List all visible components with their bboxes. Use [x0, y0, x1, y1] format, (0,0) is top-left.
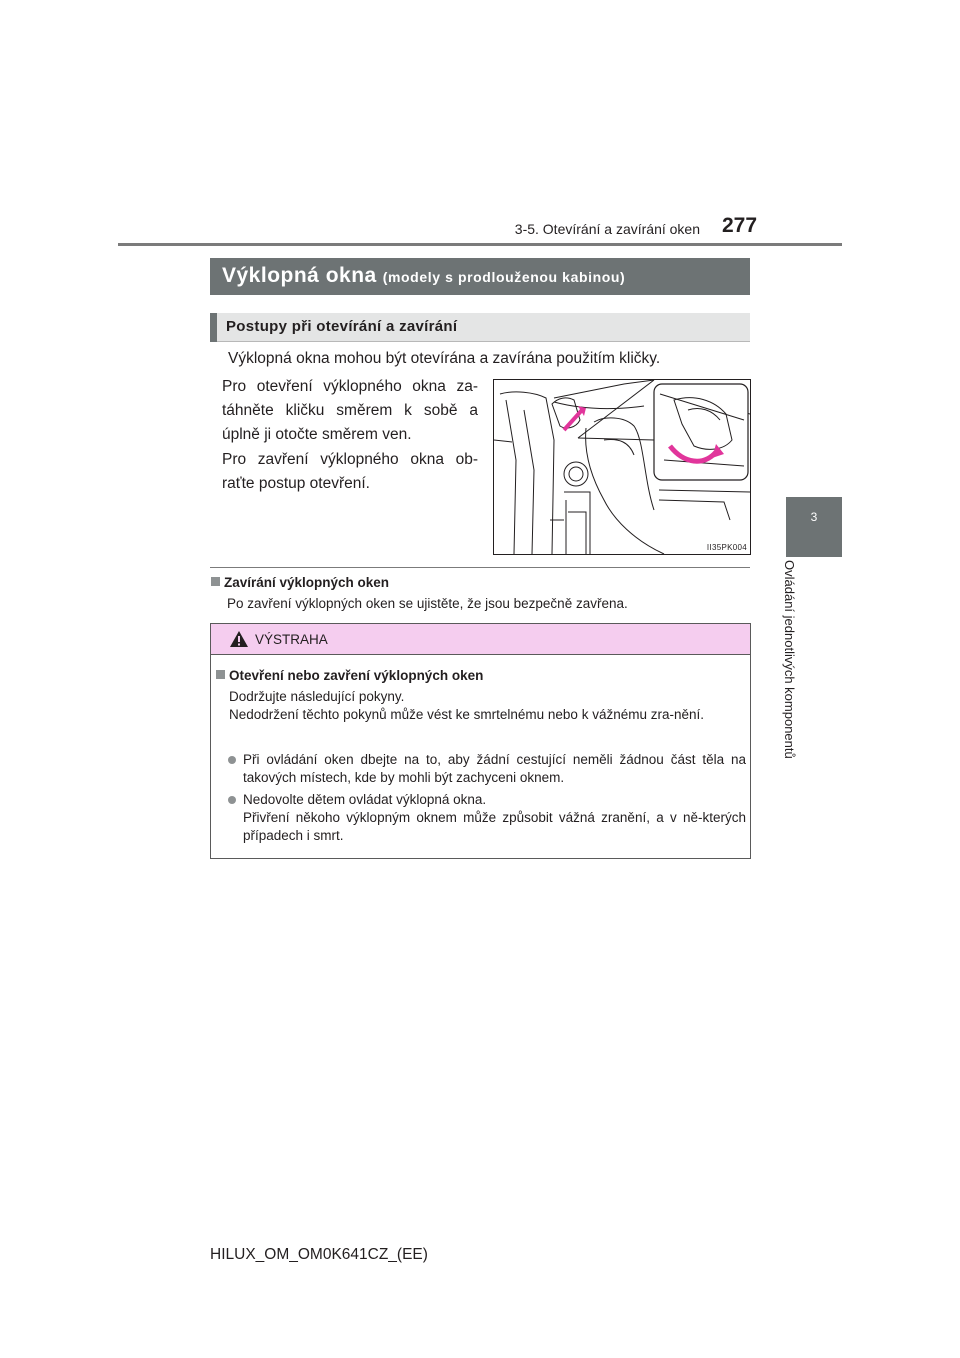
warning-bullet: Při ovládání oken dbejte na to, aby žádní cestující neměli žádnou část těla na takových místech, kde by mohli být zachyceni oknem.	[243, 752, 746, 785]
page-number: 277	[722, 214, 758, 237]
warning-box	[210, 623, 751, 859]
subheading: Postupy při otevírání a zavírání	[226, 318, 458, 335]
section-title-bar	[210, 258, 750, 295]
square-bullet-icon	[211, 577, 220, 586]
warning-triangle-icon	[229, 630, 249, 648]
close-instruction: Pro zavření výklopného okna ob-raťte postup otevření.	[222, 451, 478, 492]
figure-code: II35PK004	[706, 543, 747, 552]
warning-header	[211, 624, 750, 655]
warning-title	[216, 668, 483, 683]
chapter-title	[782, 560, 804, 830]
circle-bullet-icon	[228, 756, 236, 764]
section-title	[222, 264, 625, 288]
warning-bullet: Nedovolte dětem ovládat výklopná okna.	[243, 792, 487, 807]
note-title-text: Zavírání výklopných oken	[224, 575, 390, 590]
warning-label: VÝSTRAHA	[255, 632, 328, 647]
subheading-accent	[210, 313, 217, 342]
document-code: HILUX_OM_OM0K641CZ_(EE)	[210, 1246, 428, 1263]
section-title-qualifier: (modely s prodlouženou kabinou)	[382, 269, 626, 285]
warning-line: Nedodržení těchto pokynů může vést ke smrtelnému nebo k vážnému zra-nění.	[229, 707, 704, 722]
open-instruction: Pro otevření výklopného okna za-táhněte kličku směrem k sobě a úplně ji otočte směrem ven.	[222, 378, 478, 443]
chapter-tab	[786, 497, 842, 557]
running-header: 3-5. Otevírání a zavírání oken	[514, 221, 700, 237]
chapter-number: 3	[810, 510, 818, 524]
subheading-bar	[210, 313, 750, 342]
note-title	[211, 575, 389, 590]
intro-paragraph: Výklopná okna mohou být otevírána a zavírána použitím kličky.	[228, 350, 661, 367]
window-latch-illustration	[493, 379, 751, 555]
circle-bullet-icon	[228, 796, 236, 804]
cabin-interior-drawing	[494, 380, 750, 554]
section-title-text: Výklopná okna	[222, 264, 377, 287]
note-text: Po zavření výklopných oken se ujistěte, že jsou bezpečně zavřena.	[227, 596, 628, 611]
warning-bullet-continued: Přivření někoho výklopným oknem může způsobit vážná zranění, a v ně-kterých případech i smrt.	[243, 810, 746, 843]
chapter-title-text: Ovládání jednotlivých komponentů	[782, 560, 797, 759]
header-rule	[118, 243, 842, 246]
warning-line: Dodržujte následující pokyny.	[229, 689, 405, 704]
separator-rule	[210, 567, 750, 568]
square-bullet-icon	[216, 670, 225, 679]
warning-title-text: Otevření nebo zavření výklopných oken	[229, 668, 484, 683]
